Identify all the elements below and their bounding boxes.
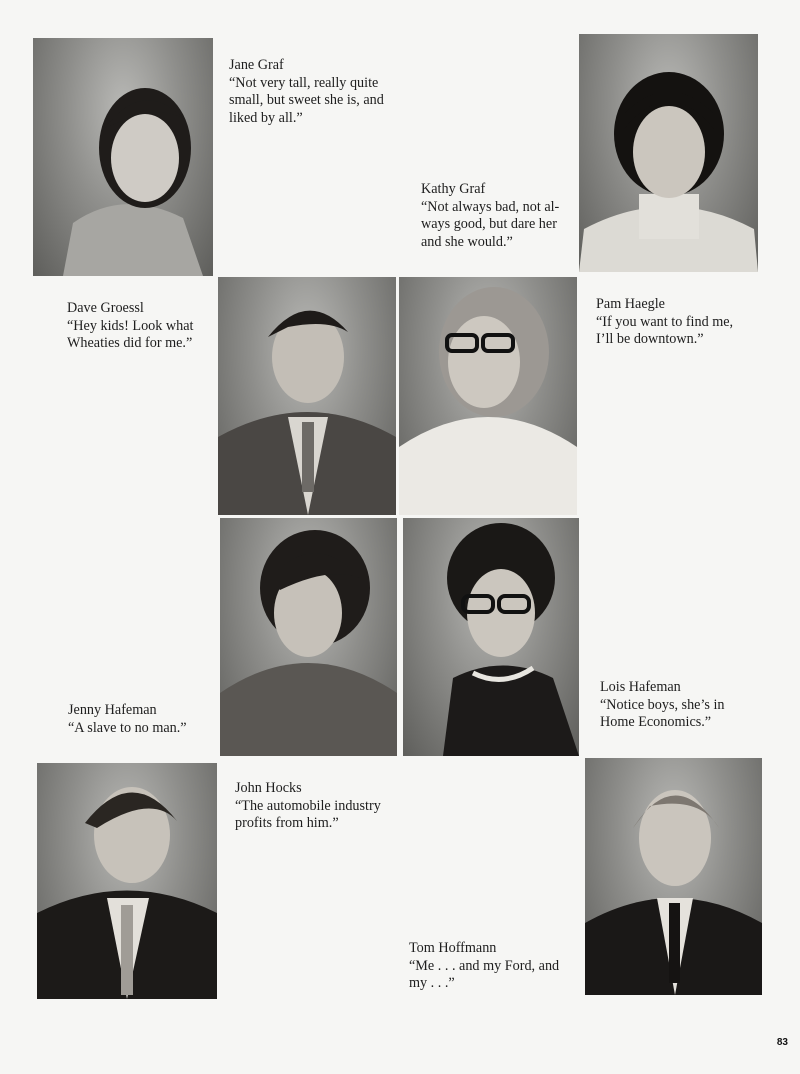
student-quote: “Not very tall, really quite small, but sweet she is, and liked by all.” [229, 74, 384, 126]
portrait-lois-hafeman [403, 518, 579, 756]
student-name: John Hocks [235, 780, 302, 796]
caption-pam-haegle [596, 296, 733, 349]
portrait-tom-hoffmann [585, 758, 762, 995]
portrait-jenny-hafeman [220, 518, 397, 756]
student-quote: “A slave to no man.” [68, 719, 187, 736]
caption-tom-hoffmann [409, 940, 559, 993]
student-name: Jane Graf [229, 57, 284, 73]
student-quote: “Not always bad, not al- ways good, but dare her and she would.” [421, 198, 560, 250]
caption-john-hocks [235, 780, 381, 833]
student-name: Pam Haegle [596, 296, 665, 312]
portrait-dave-groessl [218, 277, 396, 515]
page-number: 83 [776, 1037, 788, 1048]
student-name: Dave Groessl [67, 300, 144, 316]
student-quote: “Hey kids! Look what Wheaties did for me.” [67, 317, 194, 351]
portrait-jane-graf [33, 38, 213, 276]
student-name: Tom Hoffmann [409, 940, 497, 956]
portrait-kathy-graf [579, 34, 758, 272]
portrait-pam-haegle [399, 277, 577, 515]
student-quote: “Me . . . and my Ford, and my . . .” [409, 957, 560, 991]
student-quote: “If you want to find me, I’ll be downtown.” [596, 313, 734, 347]
caption-lois-hafeman [600, 679, 725, 732]
student-quote: “Notice boys, she’s in Home Economics.” [600, 696, 725, 730]
student-name: Lois Hafeman [600, 679, 681, 695]
student-name: Jenny Hafeman [68, 702, 157, 718]
caption-dave-groessl [67, 300, 193, 353]
portrait-john-hocks [37, 763, 217, 999]
student-quote: “The automobile industry profits from him.” [235, 797, 381, 831]
caption-jenny-hafeman [68, 702, 187, 737]
student-name: Kathy Graf [421, 181, 486, 197]
caption-jane-graf [229, 57, 384, 127]
caption-kathy-graf [421, 181, 559, 251]
